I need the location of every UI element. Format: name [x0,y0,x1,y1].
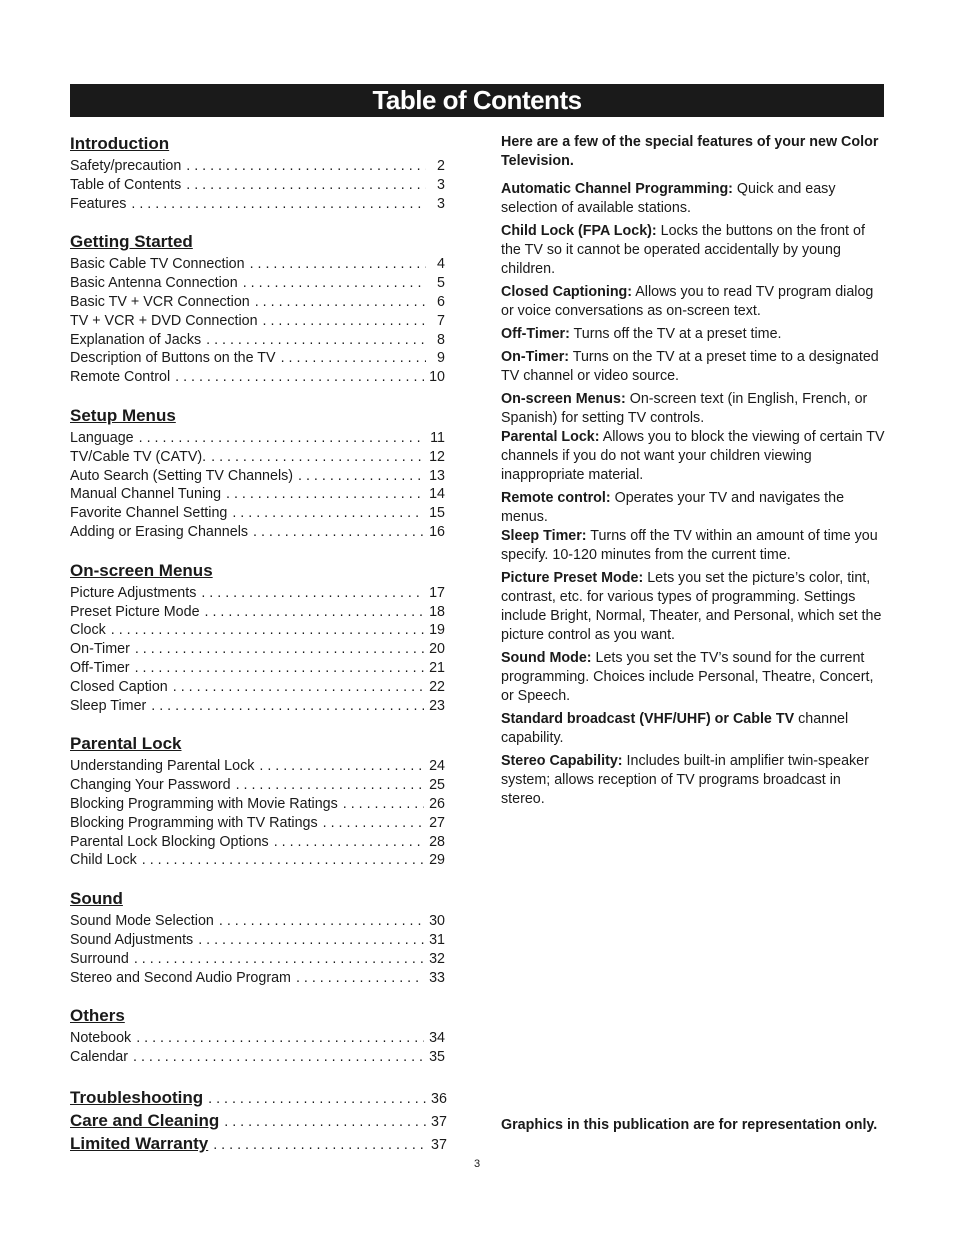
feature-name: Off-Timer: [501,326,570,342]
toc-entry-label: TV + VCR + DVD Connection [70,312,258,329]
feature-description: Quick and easy selection of available stations. [501,181,836,216]
dot-leader [274,833,424,852]
feature-description: On-screen text (in English, French, or Spanish) for setting TV controls. [501,391,868,426]
features-list [501,180,885,809]
toc-section [70,733,445,870]
toc-entry[interactable] [70,776,445,795]
toc-entry-label: Manual Channel Tuning [70,486,222,503]
toc-entry-page: 16 [429,523,445,540]
toc-entry[interactable] [70,1048,445,1067]
toc-entry-label: Explanation of Jacks [70,331,202,348]
toc-entry[interactable] [70,293,445,312]
toc-entry-page: 3 [437,176,445,193]
toc-entry[interactable] [70,697,445,716]
toc-section [70,405,445,542]
feature-item [501,569,885,645]
toc-entry[interactable] [70,757,445,776]
toc-entry-page: 13 [429,467,445,484]
toc-entry[interactable] [70,640,445,659]
toc-entry[interactable] [70,157,445,176]
toc-entry[interactable] [70,912,445,931]
feature-description: Allows you to block the viewing of certain TV channels if you do not want your children viewing inappropriate material. [501,429,885,483]
toc-entry-label: Child Lock [70,852,137,869]
dot-leader [263,312,426,331]
toc-entry-label: Parental Lock Blocking Options [70,833,269,850]
toc-entry-page: 22 [429,678,445,695]
dot-leader [259,757,424,776]
dot-leader [253,523,424,542]
toc-entry[interactable] [70,312,445,331]
feature-item [501,489,885,527]
toc-major-page: 36 [431,1090,447,1107]
toc-entry-page: 9 [437,350,445,367]
toc-entry-page: 28 [429,833,445,850]
dot-leader [186,157,426,176]
toc-entry-label: Basic Cable TV Connection [70,256,245,273]
page-number: 3 [473,1158,481,1170]
toc-entry-page: 18 [429,603,445,620]
toc-major-entries [70,1087,445,1156]
toc-entry-page: 17 [429,584,445,601]
toc-entry-page: 3 [437,195,445,212]
feature-name: Stereo Capability: [501,753,623,769]
feature-description: Operates your TV and navigates the menus. [501,490,845,525]
feature-item [501,325,885,344]
toc-entry-label: Understanding Parental Lock [70,758,255,775]
feature-name: Child Lock (FPA Lock): [501,223,657,239]
toc-entry[interactable] [70,814,445,833]
feature-item [501,428,885,485]
toc-entry[interactable] [70,485,445,504]
toc-entry-page: 23 [429,697,445,714]
toc-entry-label: Changing Your Password [70,777,231,794]
toc-entry-label: Closed Caption [70,678,168,695]
toc-entry-label: TV/Cable TV (CATV). [70,448,207,465]
toc-entry-page: 33 [429,969,445,986]
dot-leader [208,1089,426,1110]
toc-entry-label: Basic Antenna Connection [70,275,238,292]
toc-entry-label: Preset Picture Mode [70,603,200,620]
feature-name: Closed Captioning: [501,284,633,300]
toc-entry-page: 31 [429,931,445,948]
toc-entry-page: 24 [429,758,445,775]
toc-entry-page: 6 [437,293,445,310]
dot-leader [296,969,424,988]
toc-entry[interactable] [70,678,445,697]
feature-description: Includes built-in amplifier twin-speaker system; allows reception of TV programs broadcast in stereo. [501,753,869,807]
dot-leader [175,368,424,387]
toc-entry-label: Picture Adjustments [70,584,197,601]
feature-item [501,710,885,748]
feature-description: Lets you set the picture’s color, tint, contrast, etc. for various types of programming. Settings include Bright, Normal, Theater, and Personal, which set the picture control as you want. [501,570,882,643]
dot-leader [135,640,424,659]
toc-entry[interactable] [70,584,445,603]
toc-entry[interactable] [70,429,445,448]
toc-entry-label: Blocking Programming with TV Ratings [70,814,318,831]
dot-leader [134,950,424,969]
section-heading: Sound [70,889,123,909]
toc-entry-label: Calendar [70,1049,129,1066]
toc-entry[interactable] [70,176,445,195]
toc-entry[interactable] [70,931,445,950]
toc-section [70,888,445,987]
dot-leader [206,331,426,350]
toc-major-label: Care and Cleaning [70,1110,220,1130]
toc-entry[interactable] [70,969,445,988]
toc-major-label: Limited Warranty [70,1133,209,1153]
dot-leader [198,931,424,950]
toc-entry-label: Sound Adjustments [70,931,194,948]
toc-entry-label: Off-Timer [70,659,130,676]
toc-entry[interactable] [70,274,445,293]
feature-description: Locks the buttons on the front of the TV so it cannot be operated accidentally by young children. [501,223,865,277]
toc-entry-label: Auto Search (Setting TV Channels) [70,467,294,484]
feature-name: Picture Preset Mode: [501,570,644,586]
toc-entry[interactable] [70,603,445,622]
dot-leader [219,912,424,931]
toc-entry-label: Basic TV + VCR Connection [70,293,250,310]
feature-description: Turns off the TV at a preset time. [569,326,782,342]
feature-item [501,348,885,386]
feature-item [501,283,885,321]
toc-entry[interactable] [70,349,445,368]
toc-entry[interactable] [70,795,445,814]
toc-entry[interactable] [70,255,445,274]
toc-entry-page: 7 [437,312,445,329]
dot-leader [136,1029,424,1048]
toc-sections [70,133,445,1067]
feature-description: Allows you to read TV program dialog or voice conversations as on-screen text. [501,284,874,319]
toc-major-entry[interactable] [70,1087,445,1110]
toc-section [70,231,445,387]
toc-entry[interactable] [70,195,445,214]
dot-leader [142,851,424,870]
toc-entry-page: 25 [429,777,445,794]
dot-leader [281,349,426,368]
page-title: Table of Contents [70,84,884,117]
toc-entry-label: Sleep Timer [70,697,147,714]
toc-entry-page: 20 [429,641,445,658]
toc-entry[interactable] [70,504,445,523]
toc-entry-page: 30 [429,913,445,930]
toc-entry-page: 4 [437,256,445,273]
toc-entry-label: Favorite Channel Setting [70,505,228,522]
dot-leader [135,659,425,678]
dot-leader [111,621,424,640]
toc-major-page: 37 [431,1136,447,1153]
feature-description: Turns on the TV at a preset time to a designated TV channel or video source. [501,349,879,384]
feature-name: On-Timer: [501,349,570,365]
feature-item [501,180,885,218]
feature-name: Parental Lock: [501,429,600,445]
toc-entry-page: 27 [429,814,445,831]
section-heading: Introduction [70,134,170,153]
toc-entry-page: 11 [430,429,445,446]
dot-leader [224,1112,426,1133]
dot-leader [250,255,426,274]
toc-entry-page: 35 [429,1049,445,1066]
toc-entry-label: Features [70,195,127,212]
toc-entry-page: 29 [429,852,445,869]
toc-entry-label: Remote Control [70,369,171,386]
toc-section [70,560,445,716]
feature-description: Lets you set the TV’s sound for the current programming. Choices include Personal, Theatre, Concert, or Speech. [501,650,874,704]
feature-name: On-screen Menus: [501,391,626,407]
toc-entry[interactable] [70,1029,445,1048]
toc-entry-label: Clock [70,622,106,639]
toc-entry-page: 32 [429,950,445,967]
feature-name: Standard broadcast (VHF/UHF) or Cable TV [501,711,795,727]
features-column [501,133,885,813]
toc-entry-label: Table of Contents [70,176,182,193]
toc-entry[interactable] [70,851,445,870]
toc-entry[interactable] [70,467,445,486]
footer-note: Graphics in this publication are for representation only. [501,1117,878,1133]
toc-entry[interactable] [70,331,445,350]
dot-leader [323,814,424,833]
feature-description: Turns off the TV within an amount of time you specify. 10-120 minutes from the current time. [501,528,878,563]
dot-leader [133,1048,424,1067]
toc-column [70,133,445,1156]
feature-description: channel capability. [501,711,849,746]
feature-name: Sleep Timer: [501,528,587,544]
dot-leader [343,795,424,814]
toc-entry[interactable] [70,659,445,678]
toc-entry[interactable] [70,368,445,387]
dot-leader [139,429,426,448]
toc-section [70,1005,445,1067]
section-heading: Parental Lock [70,734,182,754]
toc-entry-page: 15 [429,505,445,522]
toc-entry-label: Blocking Programming with Movie Ratings [70,795,338,812]
toc-entry-page: 10 [429,369,445,386]
toc-entry-page: 26 [429,795,445,812]
dot-leader [151,697,424,716]
toc-entry-page: 12 [429,448,445,465]
features-intro: Here are a few of the special features of your new Color Television. [501,134,879,169]
feature-item [501,752,885,809]
toc-section [70,133,445,213]
toc-entry-page: 21 [429,659,445,676]
feature-item [501,527,885,565]
section-heading: On-screen Menus [70,560,213,580]
feature-item [501,390,885,428]
feature-item [501,649,885,706]
section-heading: Setup Menus [70,405,176,425]
toc-entry-page: 19 [429,622,445,639]
dot-leader [232,504,424,523]
dot-leader [213,1135,426,1156]
toc-entry-label: Sound Mode Selection [70,913,214,930]
dot-leader [211,448,424,467]
toc-entry-label: On-Timer [70,641,130,658]
toc-entry[interactable] [70,448,445,467]
toc-entry[interactable] [70,621,445,640]
toc-entry-page: 8 [437,331,445,348]
dot-leader [298,467,424,486]
toc-entry-page: 5 [437,275,445,292]
toc-major-entry[interactable] [70,1110,445,1133]
toc-entry[interactable] [70,950,445,969]
dot-leader [236,776,425,795]
dot-leader [226,485,424,504]
feature-name: Sound Mode: [501,650,592,666]
toc-major-label: Troubleshooting [70,1087,204,1107]
dot-leader [131,195,426,214]
toc-major-entry[interactable] [70,1133,445,1156]
dot-leader [205,603,425,622]
toc-entry-label: Notebook [70,1030,132,1047]
toc-entry-label: Adding or Erasing Channels [70,523,249,540]
toc-entry-label: Language [70,429,134,446]
toc-entry[interactable] [70,833,445,852]
dot-leader [243,274,426,293]
dot-leader [186,176,426,195]
toc-major-page: 37 [431,1113,447,1130]
toc-entry-label: Stereo and Second Audio Program [70,969,291,986]
toc-entry-page: 2 [437,158,445,174]
toc-entry-label: Surround [70,950,129,967]
toc-entry-page: 14 [429,486,445,503]
dot-leader [201,584,424,603]
section-heading: Others [70,1006,125,1026]
feature-name: Automatic Channel Programming: [501,181,733,197]
dot-leader [255,293,426,312]
section-heading: Getting Started [70,232,193,252]
feature-item [501,222,885,279]
toc-entry-page: 34 [429,1030,445,1047]
toc-entry-label: Safety/precaution [70,158,182,174]
toc-entry[interactable] [70,523,445,542]
toc-entry-label: Description of Buttons on the TV [70,350,276,367]
feature-name: Remote control: [501,490,611,506]
dot-leader [173,678,424,697]
